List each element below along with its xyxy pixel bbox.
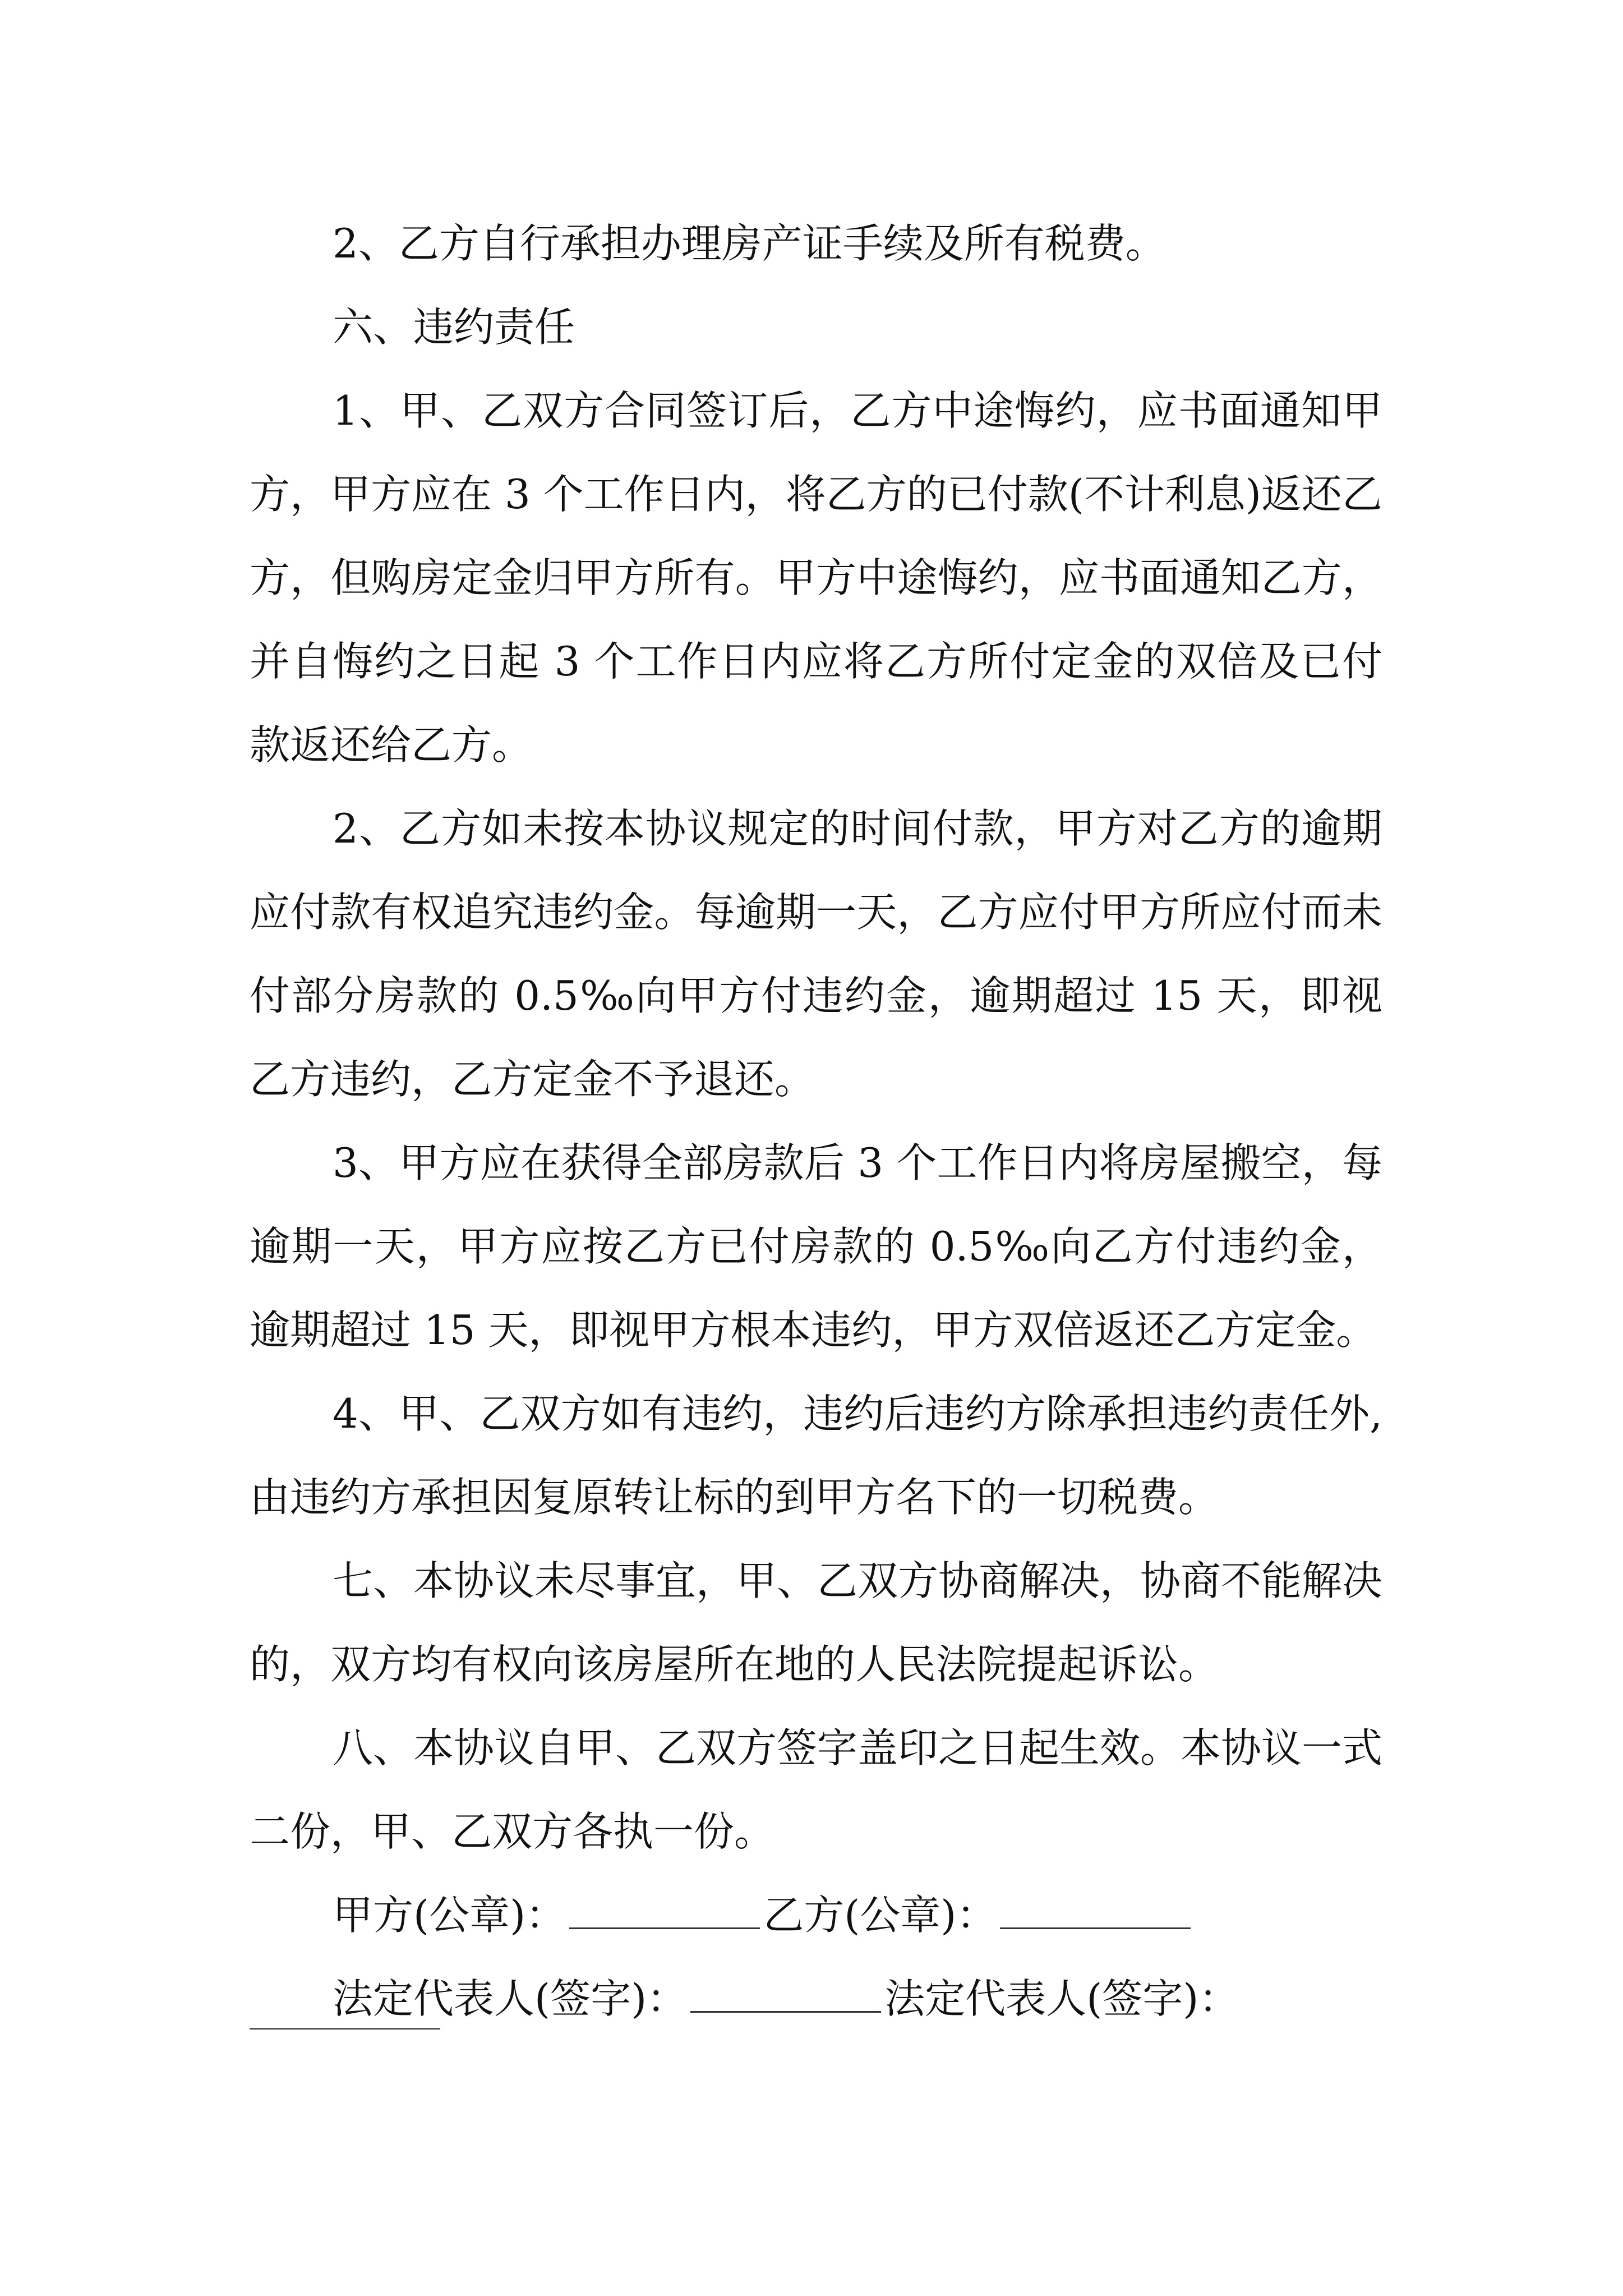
party-a-seal-blank xyxy=(569,1888,760,1929)
legal-rep-b-label: 法定代表人(签字)： xyxy=(884,1975,1239,2022)
paragraph-breach-3: 3、甲方应在获得全部房款后 3 个工作日内将房屋搬空，每逾期一天，甲方应按乙方已付房款的 0.5‰向乙方付违约金，逾期超过 15 天，即视甲方根本违约，甲方双倍返还乙方定金。 xyxy=(250,1139,1382,1354)
legal-rep-a-label: 法定代表人(签字)： xyxy=(333,1975,688,2022)
paragraph-dispute-resolution: 七、本协议未尽事宜，甲、乙双方协商解决，协商不能解决的，双方均有权向该房屋所在地的人民法院提起诉讼。 xyxy=(250,1557,1383,1688)
paragraph-effectiveness: 八、本协议自甲、乙双方签字盖印之日起生效。本协议一式二份，甲、乙双方各执一份。 xyxy=(250,1724,1383,1855)
paragraph-breach-2: 2、乙方如未按本协议规定的时间付款，甲方对乙方的逾期应付款有权追究违约金。每逾期一天，乙方应付甲方所应付而未付部分房款的 0.5‰向甲方付违约金，逾期超过 15 天，即视乙方违约，乙方定金不予退还。 xyxy=(250,805,1382,1103)
section-heading-breach: 六、违约责任 xyxy=(333,303,575,351)
paragraph-breach-1: 1、甲、乙双方合同签订后，乙方中途悔约，应书面通知甲方，甲方应在 3 个工作日内，将乙方的已付款(不计利息)返还乙方，但购房定金归甲方所有。甲方中途悔约，应书面通知乙方，并自悔约之日起 3 个工作日内应将乙方所付定金的双倍及已付款返还给乙方。 xyxy=(250,387,1382,769)
paragraph-tax-responsibility: 2、乙方自行承担办理房产证手续及所有税费。 xyxy=(333,220,1166,267)
legal-rep-a-blank xyxy=(690,1972,881,2013)
document-body xyxy=(250,202,1382,2041)
party-b-seal-blank xyxy=(1000,1888,1191,1929)
signature-row-seals xyxy=(250,1874,1382,1957)
party-b-seal-label: 乙方(公章)： xyxy=(763,1892,997,1939)
paragraph-breach-4: 4、甲、乙双方如有违约，违约后违约方除承担违约责任外,由违约方承担因复原转让标的到甲方名下的一切税费。 xyxy=(250,1390,1382,1521)
footnote-separator xyxy=(250,2028,440,2030)
party-a-seal-label: 甲方(公章)： xyxy=(333,1892,566,1939)
